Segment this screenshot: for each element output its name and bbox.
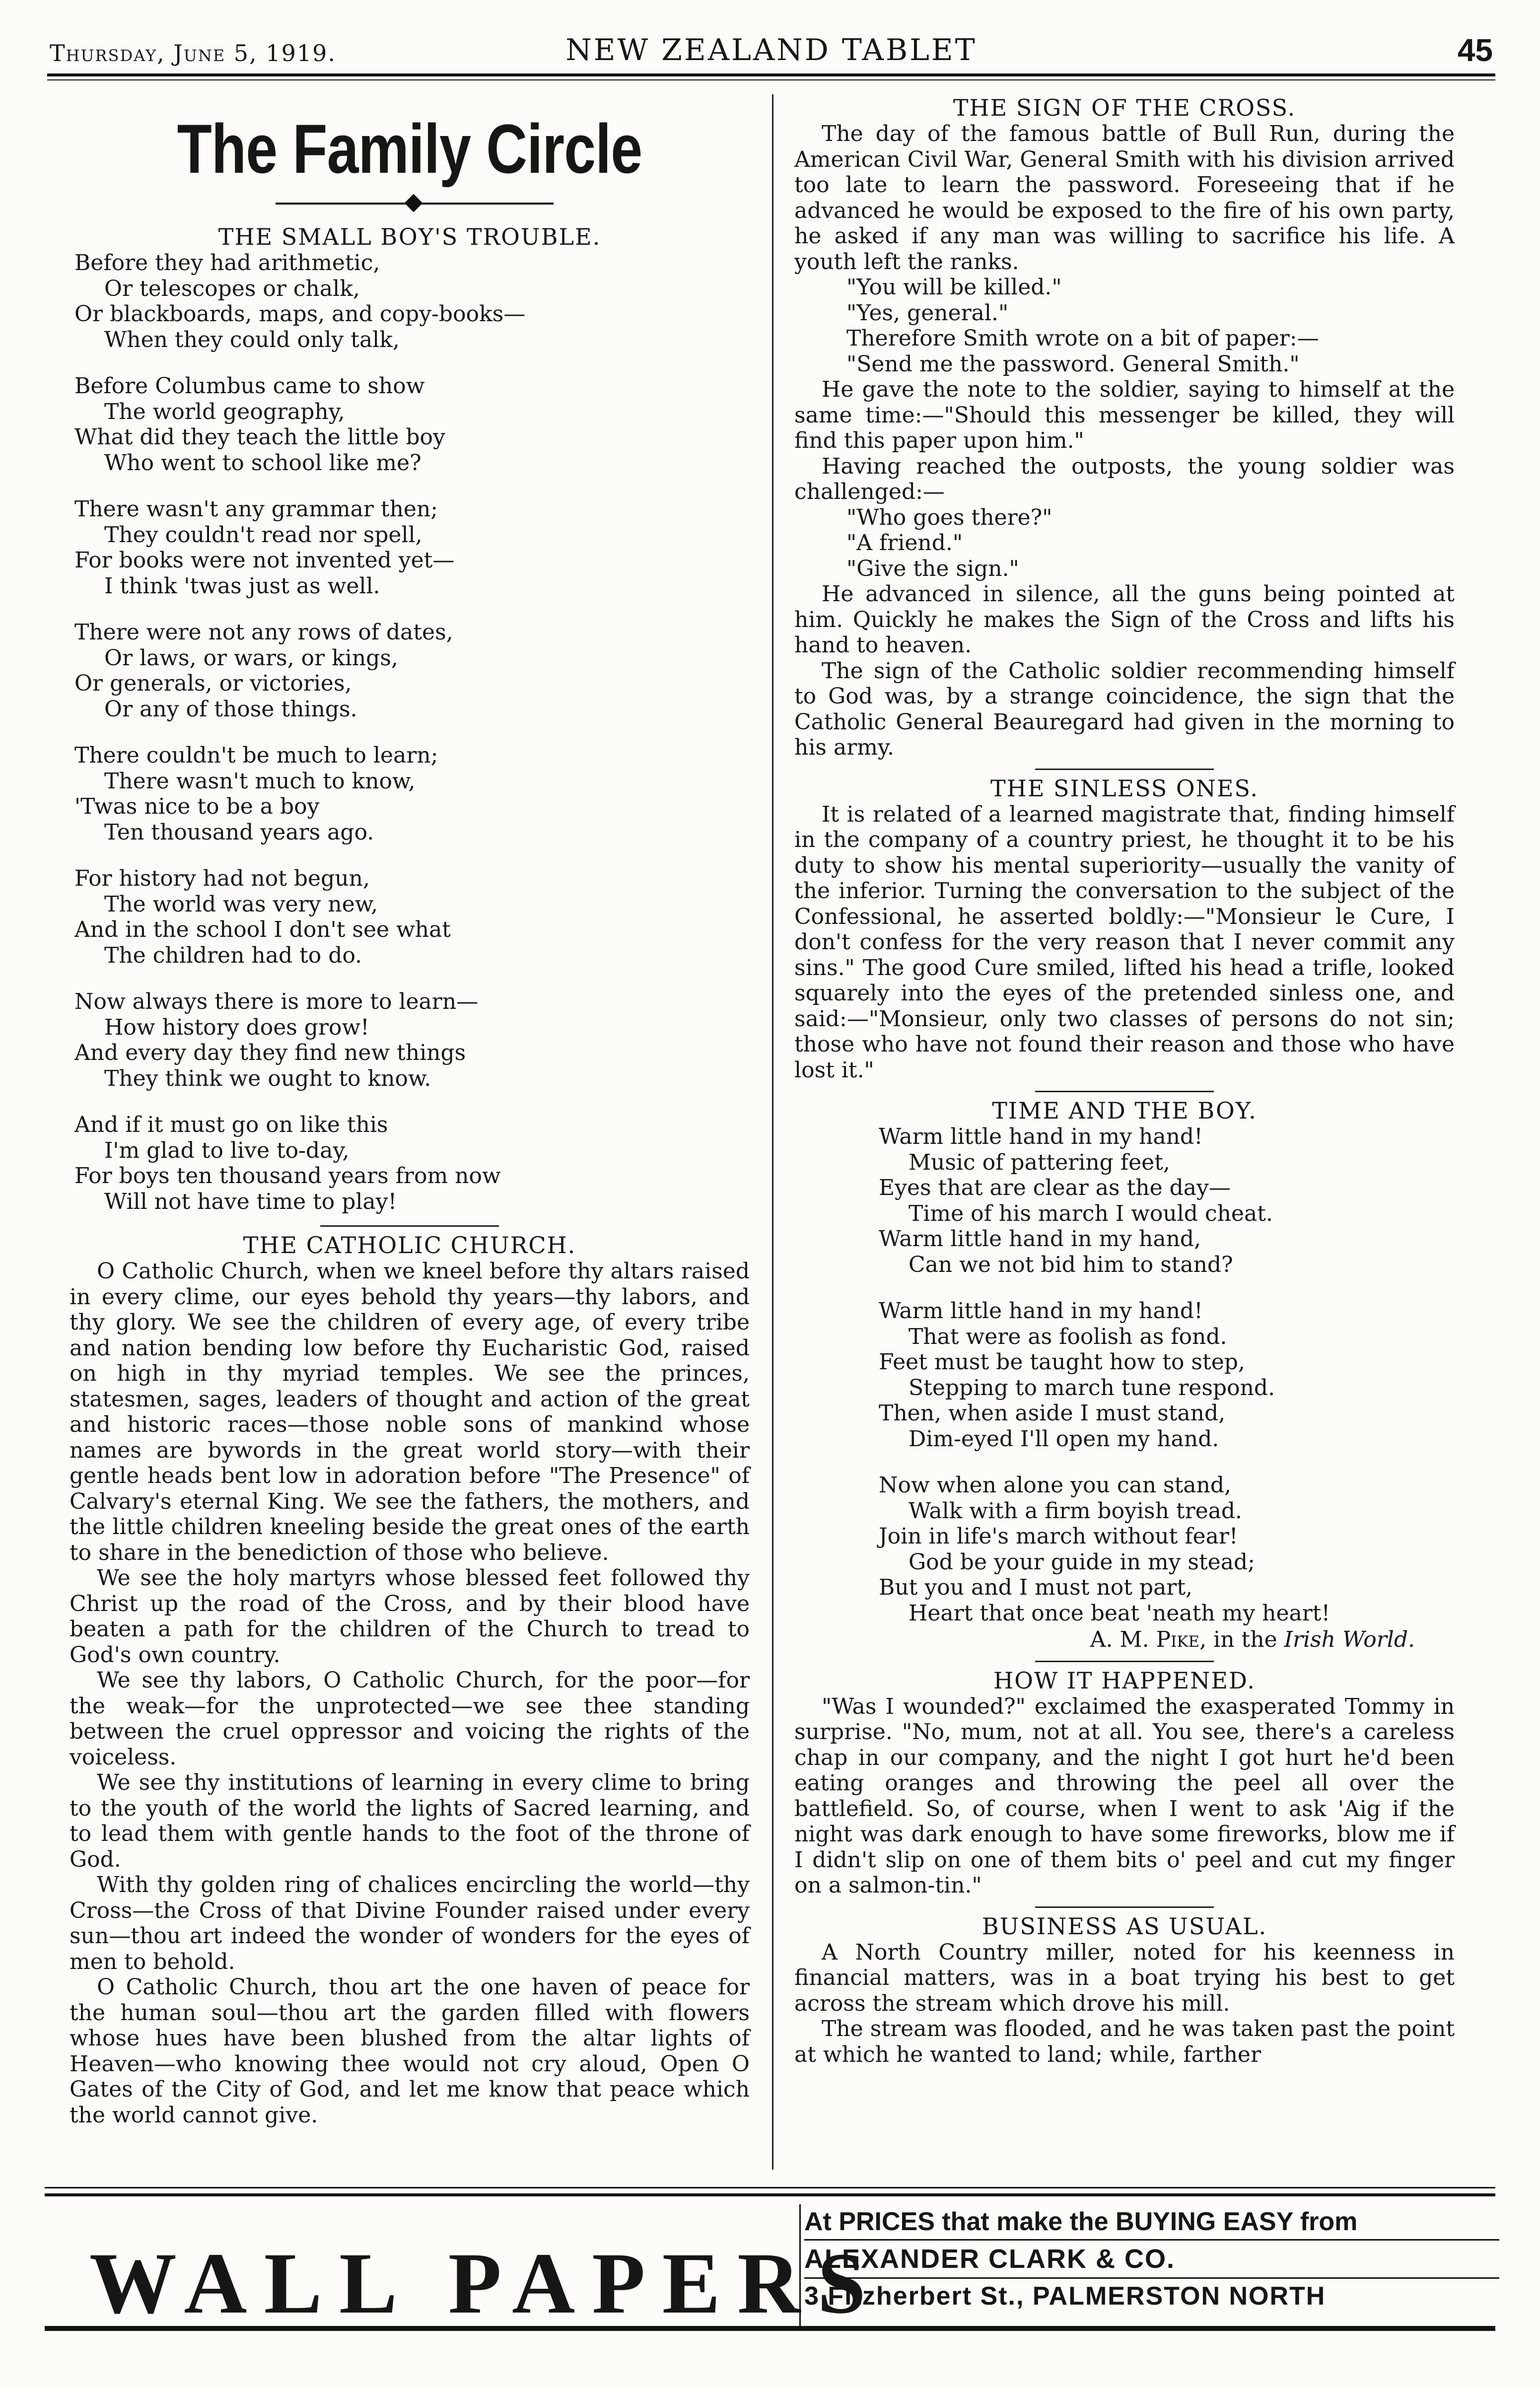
poem-line: Now always there is more to learn—	[74, 989, 479, 1014]
article-sinless-ones	[794, 802, 1455, 1083]
paragraph: The day of the famous battle of Bull Run, during the American Civil War, General Smith with his division arrived too late to learn the password. Foreseeing that if he advanced he would be exposed to the fire of his own party, he asked if any man was willing to sacrifice his life. A youth left the ranks.	[794, 121, 1455, 275]
footer-rule	[45, 2187, 1495, 2188]
article-title: THE CATHOLIC CHURCH.	[243, 1232, 576, 1259]
poem-line: And every day they find new things	[74, 1040, 466, 1065]
poem-line: That were as foolish as fond.	[909, 1324, 1227, 1349]
poem-line: Will not have time to play!	[104, 1189, 397, 1214]
poem-title: THE SMALL BOY'S TROUBLE.	[218, 223, 601, 250]
paragraph: We see thy institutions of learning in every clime to bring to the youth of the world the lights of Sacred learning, and to lead them with gentle hands to the foot of the throne of God.	[70, 1770, 750, 1872]
poem-small-boys-trouble	[74, 250, 750, 1214]
poem-line: The world was very new,	[104, 891, 378, 917]
poem-line: There couldn't be much to learn;	[74, 743, 438, 768]
poem-line: Before Columbus came to show	[74, 373, 425, 399]
header-rule	[47, 73, 1495, 76]
poem-line: The children had to do.	[104, 942, 362, 968]
source-publication: Irish World.	[1284, 1627, 1415, 1652]
poem-line: Stepping to march tune respond.	[909, 1375, 1275, 1401]
poem-line: How history does grow!	[104, 1014, 369, 1040]
ad-line-company: ALEXANDER CLARK & CO.	[804, 2241, 1499, 2279]
poem-line: For books were not invented yet—	[74, 548, 455, 573]
paragraph: "Was I wounded?" exclaimed the exasperated Tommy in surprise. "No, mum, not at all. You see, there's a careless chap in our company, and the night I got hurt he'd been eating oranges and throwing the peel all over the battlefield. So, of course, when I went to ask 'Aig if the night was dark enough to have some fireworks, blow me if I didn't slip on one of them bits o' peel and cut my finger on a salmon-tin."	[794, 1693, 1455, 1898]
poem-line: There wasn't any grammar then;	[74, 496, 438, 522]
poem-line: Warm little hand in my hand!	[879, 1124, 1203, 1149]
paragraph: We see the holy martyrs whose blessed feet followed thy Christ up the road of the Cross, and by their blood have beaten a path for the children of the Church to tread to God's own country.	[70, 1565, 750, 1668]
poem-line: Time of his march I would cheat.	[909, 1200, 1273, 1226]
poem-line: There were not any rows of dates,	[74, 620, 453, 645]
ad-headline: WALL PAPERS	[89, 2235, 883, 2332]
stanza	[74, 373, 750, 476]
poem-line: Walk with a firm boyish tread.	[909, 1498, 1243, 1524]
poem-line: They think we ought to know.	[104, 1065, 431, 1091]
poem-line: Warm little hand in my hand,	[879, 1226, 1201, 1252]
author-name: A. M. Pike	[1090, 1627, 1200, 1652]
stanza	[879, 1298, 1455, 1452]
column-divider	[772, 94, 773, 2170]
poem-line: The world geography,	[104, 399, 345, 424]
poem-line: Or generals, or victories,	[74, 671, 352, 696]
ad-line-prices: At PRICES that make the BUYING EASY from	[804, 2204, 1499, 2241]
poem-line: Warm little hand in my hand!	[879, 1298, 1203, 1324]
poem-line: What did they teach the little boy	[74, 424, 445, 450]
poem-line: And in the school I don't see what	[74, 917, 451, 942]
paragraph: "Yes, general."	[846, 300, 1009, 326]
poem-time-and-the-boy	[879, 1124, 1455, 1626]
article-title: BUSINESS AS USUAL.	[981, 1912, 1267, 1940]
poem-line: For history had not begun,	[74, 866, 370, 891]
poem-line: 'Twas nice to be a boy	[74, 794, 320, 819]
stanza	[74, 1112, 750, 1214]
left-column	[70, 94, 750, 2128]
paragraph: Having reached the outposts, the young soldier was challenged:—	[794, 453, 1455, 504]
separator-rule	[1035, 769, 1214, 770]
poem-line: There wasn't much to know,	[104, 768, 416, 794]
paragraph: The stream was flooded, and he was taken past the point at which he wanted to land; while, farther	[794, 2016, 1455, 2067]
poem-line: Or telescopes or chalk,	[104, 276, 360, 301]
paragraph: O Catholic Church, thou art the one haven of peace for the human soul—thou art the garden filled with flowers whose hues have been blushed from the altar lights of Heaven—who knowing thee would not cry aloud, Open O Gates of the City of God, and let me know that peace which the world cannot give.	[70, 1974, 750, 2128]
attribution-joiner: , in the	[1199, 1627, 1284, 1652]
poem-line: Heart that once beat 'neath my heart!	[909, 1600, 1330, 1626]
stanza	[74, 620, 750, 722]
poem-attribution	[794, 1627, 1455, 1653]
stanza	[74, 496, 750, 599]
poem-line: Now when alone you can stand,	[879, 1473, 1232, 1498]
stanza	[74, 250, 750, 352]
article-sign-of-the-cross	[794, 121, 1455, 761]
poem-line: But you and I must not part,	[879, 1575, 1193, 1600]
article-title: THE SINLESS ONES.	[990, 774, 1259, 802]
poem-line: Then, when aside I must stand,	[879, 1401, 1226, 1426]
poem-line: Feet must be taught how to step,	[879, 1349, 1245, 1375]
running-header	[50, 31, 1493, 70]
ad-line-address: 3 Fitzherbert St., PALMERSTON NORTH	[804, 2282, 1326, 2311]
paragraph: "You will be killed."	[846, 275, 1062, 300]
stanza	[879, 1473, 1455, 1626]
section-title: The Family Circle	[177, 110, 642, 188]
paragraph: "Give the sign."	[846, 556, 1019, 581]
ad-details	[804, 2204, 1499, 2314]
poem-line: Can we not bid him to stand?	[909, 1252, 1233, 1277]
paper-title: NEW ZEALAND TABLET	[565, 33, 977, 68]
poem-line: Ten thousand years ago.	[104, 819, 374, 845]
separator-rule	[320, 1225, 499, 1227]
paragraph: "Who goes there?"	[846, 504, 1052, 530]
stanza	[74, 743, 750, 845]
header-rule-thin	[47, 79, 1495, 80]
paragraph: With thy golden ring of chalices encircling the world—thy Cross—the Cross of that Divine Founder raised under every sun—thou art indeed the wonder of wonders for the eyes of men to behold.	[70, 1872, 750, 1974]
poem-line: Or any of those things.	[104, 696, 357, 722]
poem-line: And if it must go on like this	[74, 1112, 388, 1137]
poem-line: When they could only talk,	[104, 327, 400, 352]
paragraph: A North Country miller, noted for his keenness in financial matters, was in a boat trying his best to get across the stream which drove his mill.	[794, 1939, 1455, 2016]
article-title: THE SIGN OF THE CROSS.	[953, 94, 1296, 121]
poem-line: I'm glad to live to-day,	[104, 1137, 350, 1163]
paragraph: O Catholic Church, when we kneel before thy altars raised in every clime, our eyes behold thy years—thy labors, and thy glory. We see the children of every age, of every tribe and nation bending low before thy Eucharistic God, raised on high in thy myriad temples. We see the princes, statesmen, sages, leaders of thought and action of the great and historic races—those noble sons of mankind whose names are bywords in the great world story—with their gentle heads bent low in adoration before "The Presence" of Calvary's eternal King. We see the fathers, the mothers, and the little children kneeling beside the great ones of the earth to share in the benediction of those who believe.	[70, 1259, 750, 1565]
poem-line: Music of pattering feet,	[909, 1149, 1170, 1175]
stanza	[879, 1124, 1455, 1277]
poem-title: TIME AND THE BOY.	[992, 1097, 1257, 1124]
paragraph: He gave the note to the soldier, saying to himself at the same time:—"Should this messenger be killed, they will find this paper upon him."	[794, 377, 1455, 453]
title-ornament	[70, 194, 750, 213]
ad-divider	[799, 2204, 801, 2326]
poem-line: Or blackboards, maps, and copy-books—	[74, 301, 526, 327]
poem-line: Who went to school like me?	[104, 450, 421, 476]
paragraph: It is related of a learned magistrate that, finding himself in the company of a country priest, he thought it to be his duty to show his mental superiority—usually the vanity of the inferior. Turning the conversation to the subject of the Confessional, he asserted boldly:—"Monsieur le Cure, I don't confess for the very reason that I never commit any sins." The good Cure smiled, lifted his head a trifle, looked squarely into the eyes of the pretended sinless one, and said:—"Monsieur, only two classes of persons do not sin; those who have not found their reason and those who have lost it."	[794, 801, 1455, 1083]
separator-rule	[1035, 1906, 1214, 1908]
paragraph: He advanced in silence, all the guns being pointed at him. Quickly he makes the Sign of the Cross and lifts his hand to heaven.	[794, 581, 1455, 658]
poem-line: Eyes that are clear as the day—	[879, 1175, 1231, 1200]
article-business-as-usual	[794, 1940, 1455, 2068]
paragraph: Therefore Smith wrote on a bit of paper:—	[846, 326, 1319, 351]
stanza	[74, 989, 750, 1091]
poem-line: Before they had arithmetic,	[74, 250, 380, 276]
poem-line: God be your guide in my stead;	[909, 1549, 1255, 1575]
stanza	[74, 866, 750, 968]
advertisement	[45, 2204, 1495, 2378]
poem-line: For boys ten thousand years from now	[74, 1163, 501, 1189]
article-how-it-happened	[794, 1694, 1455, 1898]
paragraph: We see thy labors, O Catholic Church, for the poor—for the weak—for the unprotected—we see thee standing between the cruel oppressor and voicing the rights of the voiceless.	[70, 1668, 750, 1770]
paragraph: "A friend."	[846, 530, 963, 556]
article-title: HOW IT HAPPENED.	[993, 1667, 1256, 1694]
poem-line: Dim-eyed I'll open my hand.	[909, 1426, 1219, 1452]
poem-line: I think 'twas just as well.	[104, 573, 380, 599]
article-catholic-church	[70, 1259, 750, 2128]
page-number: 45	[1457, 32, 1493, 68]
poem-line: Join in life's march without fear!	[879, 1524, 1238, 1549]
poem-line: Or laws, or wars, or kings,	[104, 645, 398, 671]
footer-rule-thick	[45, 2193, 1495, 2196]
issue-date: Thursday, June 5, 1919.	[50, 40, 336, 67]
poem-line: They couldn't read nor spell,	[104, 522, 422, 548]
ad-base-rule	[45, 2326, 1495, 2331]
paragraph: "Send me the password. General Smith."	[846, 351, 1300, 377]
separator-rule	[1035, 1091, 1214, 1092]
separator-rule	[1035, 1661, 1214, 1662]
right-column	[794, 94, 1455, 2067]
paragraph: The sign of the Catholic soldier recommending himself to God was, by a strange coincidence, the sign that the Catholic General Beauregard had given in the morning to his army.	[794, 658, 1455, 760]
